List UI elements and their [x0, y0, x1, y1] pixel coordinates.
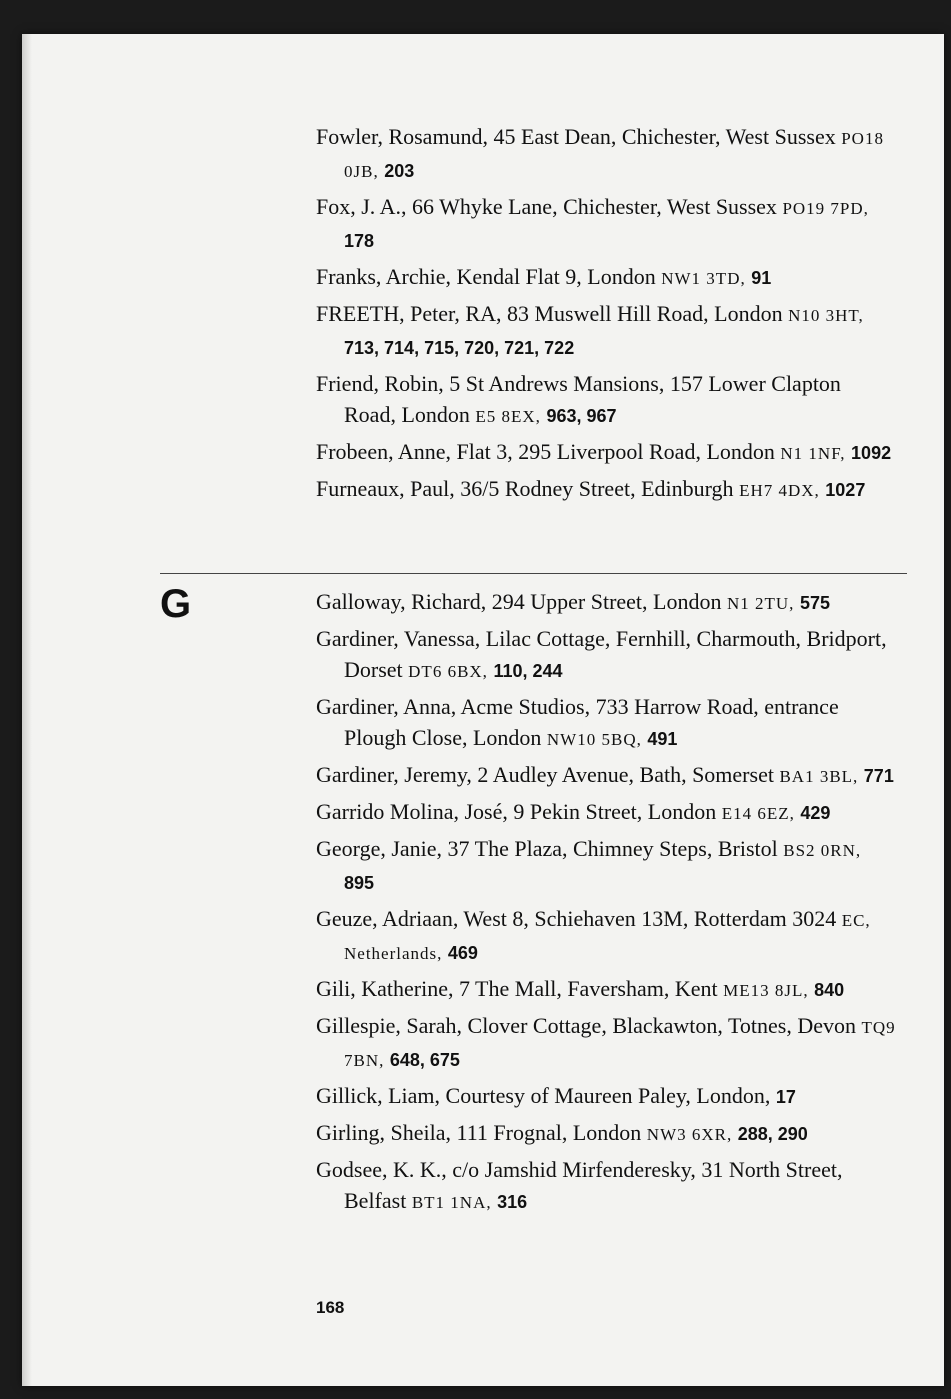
index-entry: Frobeen, Anne, Flat 3, 295 Liverpool Road, London N1 1NF, 1092 — [316, 439, 892, 464]
index-entry: Galloway, Richard, 294 Upper Street, London N1 2TU, 575 — [316, 589, 830, 614]
index-entry: Fowler, Rosamund, 45 East Dean, Chichester, West Sussex PO18 0JB, 203 — [316, 124, 884, 181]
index-entries-g — [316, 586, 896, 1222]
index-entry: Friend, Robin, 5 St Andrews Mansions, 157 Lower Clapton Road, London E5 8EX, 963, 967 — [316, 371, 841, 427]
index-entry: Furneaux, Paul, 36/5 Rodney Street, Edinburgh EH7 4DX, 1027 — [316, 476, 866, 501]
section-letter: G — [160, 582, 192, 626]
section-divider — [160, 573, 907, 574]
index-entry: Gardiner, Jeremy, 2 Audley Avenue, Bath, Somerset BA1 3BL, 771 — [316, 762, 894, 787]
page-number: 168 — [316, 1298, 345, 1317]
index-entry: Garrido Molina, José, 9 Pekin Street, London E14 6EZ, 429 — [316, 799, 831, 824]
index-entry: Girling, Sheila, 111 Frognal, London NW3 6XR, 288, 290 — [316, 1120, 808, 1145]
index-entry: Franks, Archie, Kendal Flat 9, London NW1 3TD, 91 — [316, 264, 772, 289]
index-entry: Gillick, Liam, Courtesy of Maureen Paley, London, 17 — [316, 1083, 796, 1108]
index-entry: Gili, Katherine, 7 The Mall, Faversham, Kent ME13 8JL, 840 — [316, 976, 845, 1001]
index-entries-f — [316, 121, 896, 510]
index-entry: Gillespie, Sarah, Clover Cottage, Blackawton, Totnes, Devon TQ9 7BN, 648, 675 — [316, 1013, 896, 1070]
index-entry: FREETH, Peter, RA, 83 Muswell Hill Road, London N10 3HT, 713, 714, 715, 720, 721, 722 — [316, 301, 864, 358]
index-entry: Geuze, Adriaan, West 8, Schiehaven 13M, Rotterdam 3024 EC, Netherlands, 469 — [316, 906, 871, 963]
page-edge — [22, 34, 32, 1386]
index-entry: Fox, J. A., 66 Whyke Lane, Chichester, West Sussex PO19 7PD, 178 — [316, 194, 869, 251]
index-entry: Godsee, K. K., c/o Jamshid Mirfenderesky, 31 North Street, Belfast BT1 1NA, 316 — [316, 1157, 843, 1213]
index-entry: Gardiner, Anna, Acme Studios, 733 Harrow Road, entrance Plough Close, London NW10 5BQ, 491 — [316, 694, 839, 750]
index-entry: Gardiner, Vanessa, Lilac Cottage, Fernhill, Charmouth, Bridport, Dorset DT6 6BX, 110, 244 — [316, 626, 887, 682]
index-entry: George, Janie, 37 The Plaza, Chimney Steps, Bristol BS2 0RN, 895 — [316, 836, 862, 893]
